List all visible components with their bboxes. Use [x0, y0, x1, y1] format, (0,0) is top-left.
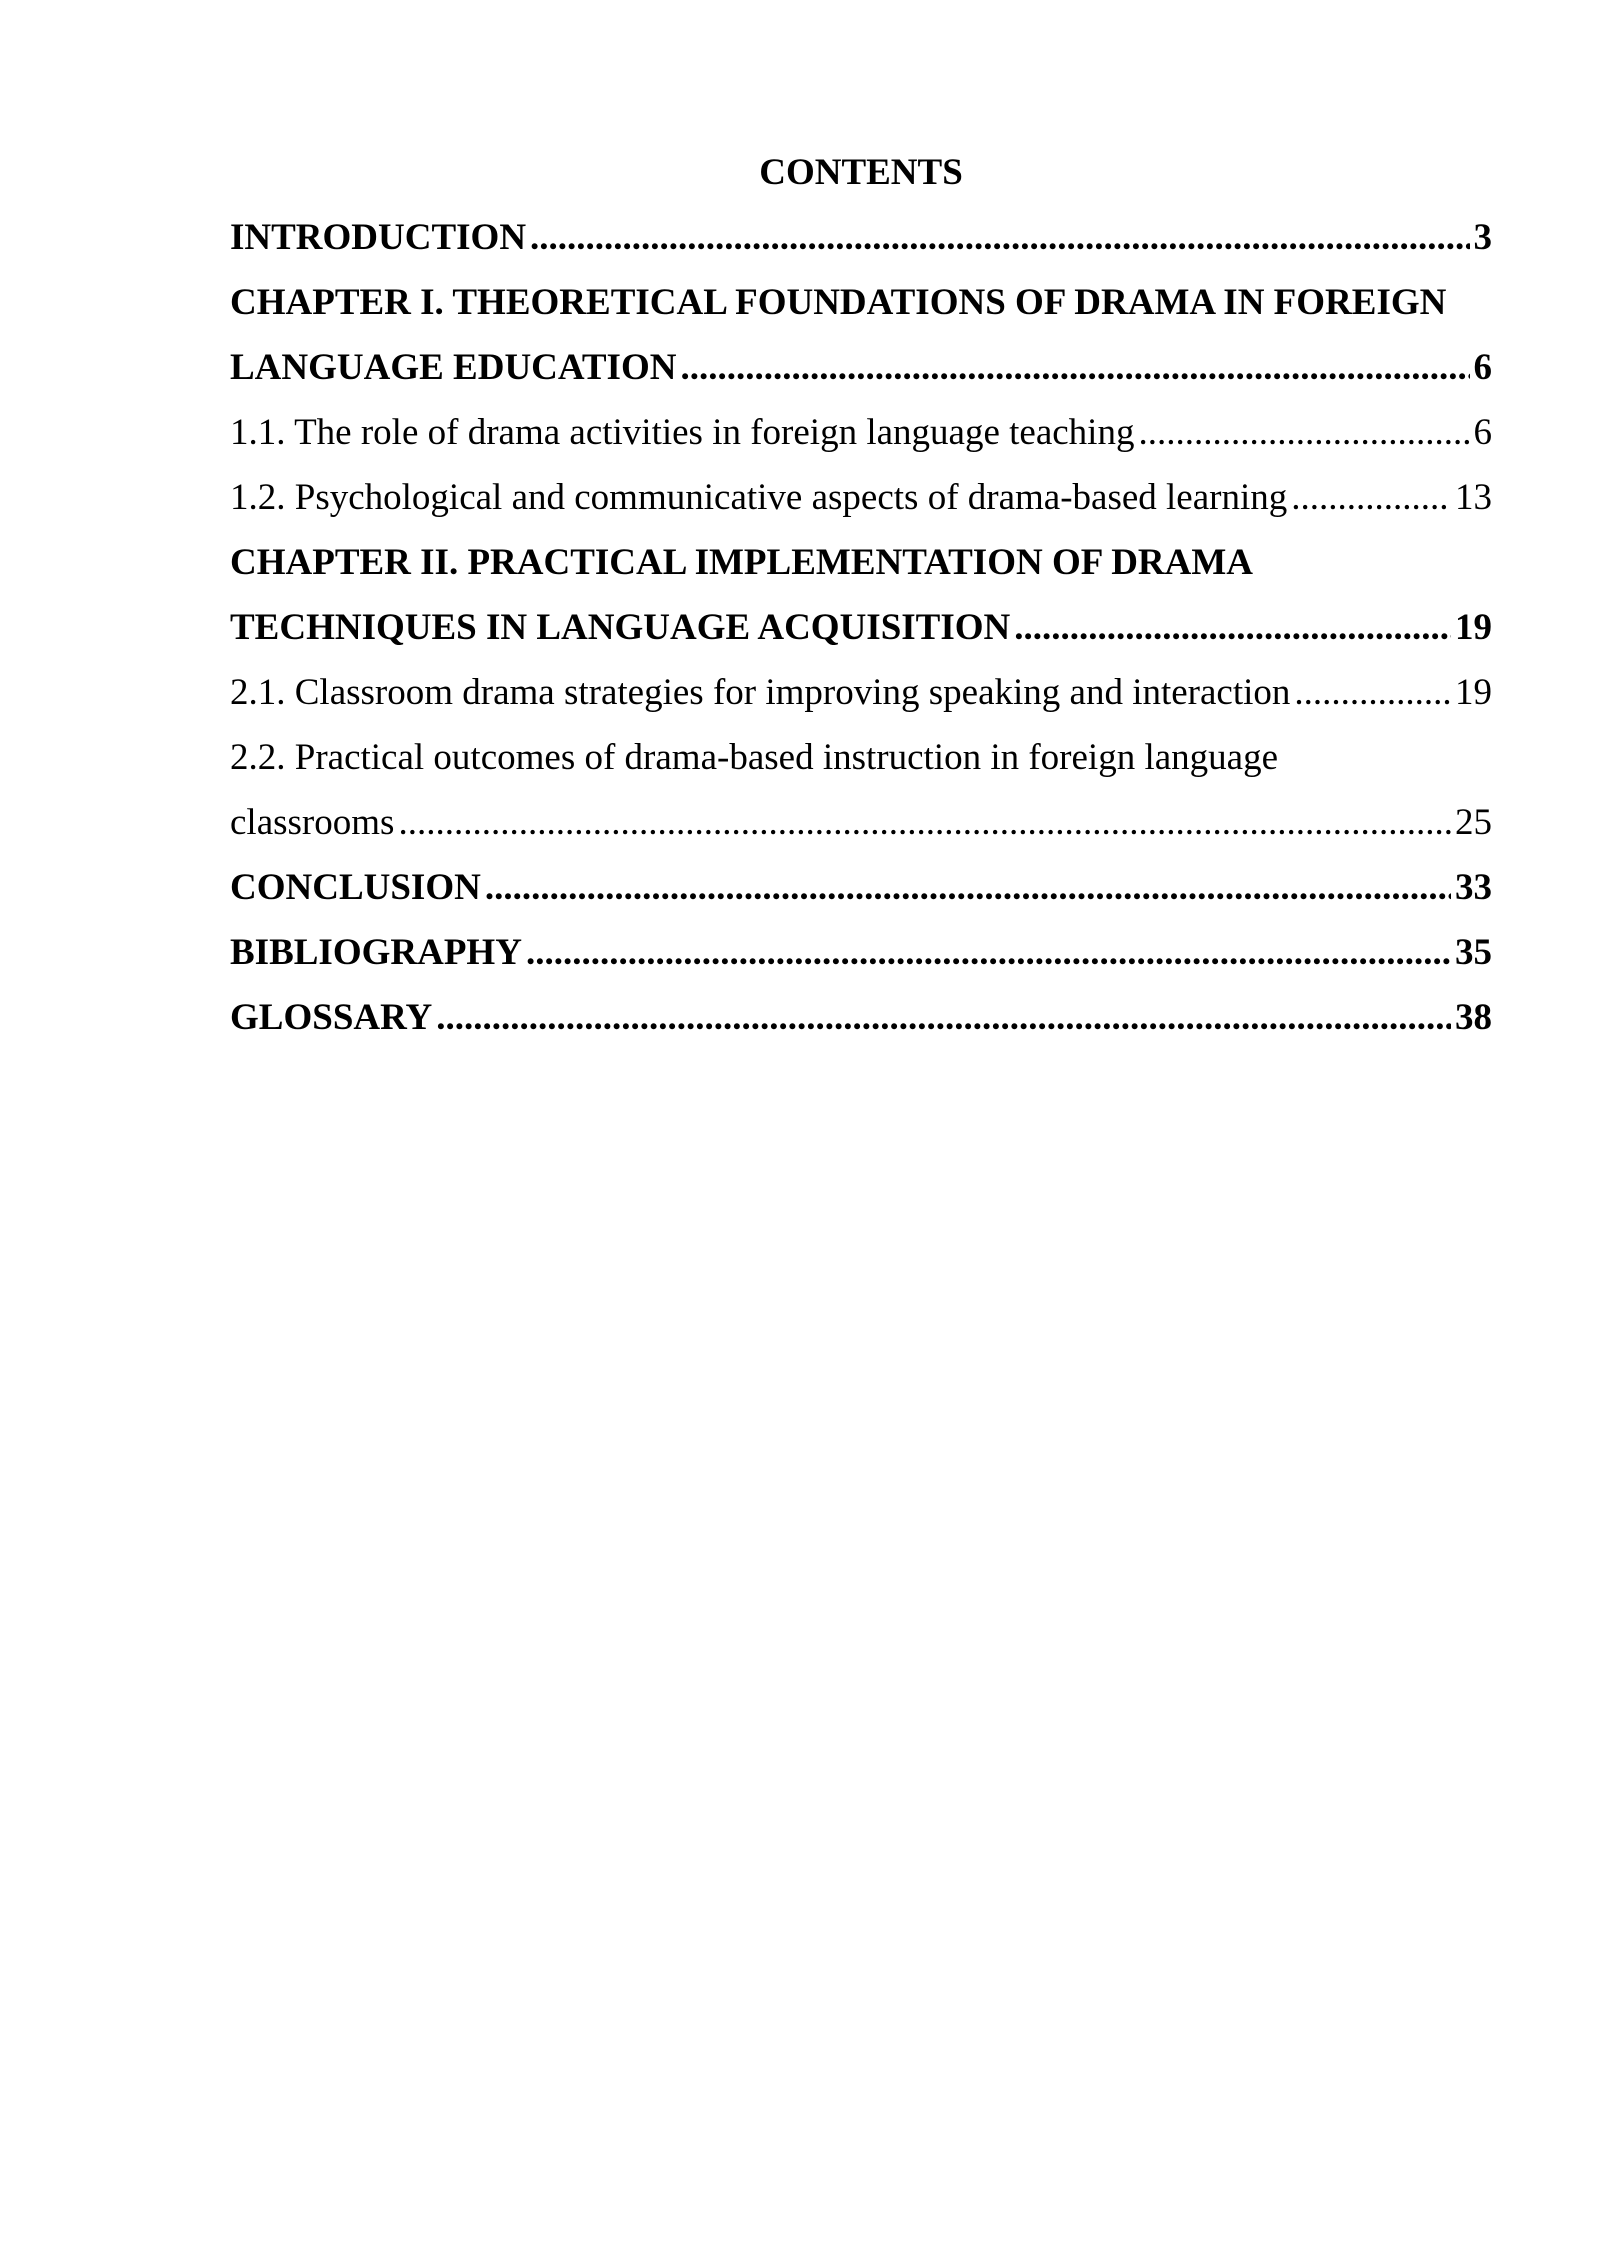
toc-entry-text-line1: CHAPTER II. PRACTICAL IMPLEMENTATION OF DRAMA [230, 542, 1254, 583]
dot-leader [1014, 595, 1451, 660]
toc-page-number: 13 [1455, 477, 1492, 518]
toc-entry-text-line1: 2.2. Practical outcomes of drama-based instruction in foreign language [230, 737, 1278, 778]
toc-entry-glossary[interactable] [230, 985, 1492, 1050]
dot-leader [1138, 400, 1469, 465]
toc-entry-chapter-1[interactable] [230, 270, 1492, 400]
toc-entry-text: GLOSSARY [230, 997, 433, 1038]
toc-page-number: 35 [1455, 932, 1492, 973]
toc-entry-text: CONCLUSION [230, 867, 481, 908]
toc-page-number: 3 [1473, 217, 1492, 258]
toc-entry-text: classrooms [230, 802, 395, 843]
toc-entry-text: LANGUAGE EDUCATION [230, 347, 677, 388]
table-of-contents [230, 140, 1492, 1050]
toc-page-number: 19 [1455, 607, 1492, 648]
toc-entry-text: INTRODUCTION [230, 217, 527, 258]
toc-entry-section-2-1[interactable] [230, 660, 1492, 725]
toc-entry-chapter-2[interactable] [230, 530, 1492, 660]
toc-page-number: 6 [1473, 347, 1492, 388]
toc-entry-text: 1.1. The role of drama activities in foreign language teaching [230, 412, 1135, 453]
toc-page-number: 25 [1455, 802, 1492, 843]
toc-entry-text: BIBLIOGRAPHY [230, 932, 522, 973]
dot-leader [526, 920, 1451, 985]
toc-page-number: 33 [1455, 867, 1492, 908]
dot-leader [1294, 660, 1451, 725]
toc-entry-section-1-1[interactable] [230, 400, 1492, 465]
toc-entry-introduction[interactable] [230, 205, 1492, 270]
contents-title: CONTENTS [759, 152, 963, 193]
dot-leader [485, 855, 1451, 920]
toc-entry-text: 1.2. Psychological and communicative aspects of drama-based learning [230, 477, 1288, 518]
toc-page-number: 19 [1455, 672, 1492, 713]
toc-page-number: 6 [1473, 412, 1492, 453]
toc-entry-section-2-2[interactable] [230, 725, 1492, 855]
toc-entry-text: 2.1. Classroom drama strategies for improving speaking and interaction [230, 672, 1291, 713]
toc-entry-text-line1: CHAPTER I. THEORETICAL FOUNDATIONS OF DRAMA IN FOREIGN [230, 282, 1447, 323]
dot-leader [530, 205, 1469, 270]
toc-entry-bibliography[interactable] [230, 920, 1492, 985]
dot-leader [680, 335, 1469, 400]
toc-entry-text: TECHNIQUES IN LANGUAGE ACQUISITION [230, 607, 1011, 648]
toc-entry-conclusion[interactable] [230, 855, 1492, 920]
dot-leader [398, 790, 1451, 855]
toc-entry-section-1-2[interactable] [230, 465, 1492, 530]
dot-leader [1291, 465, 1451, 530]
toc-page-number: 38 [1455, 997, 1492, 1038]
dot-leader [436, 985, 1451, 1050]
